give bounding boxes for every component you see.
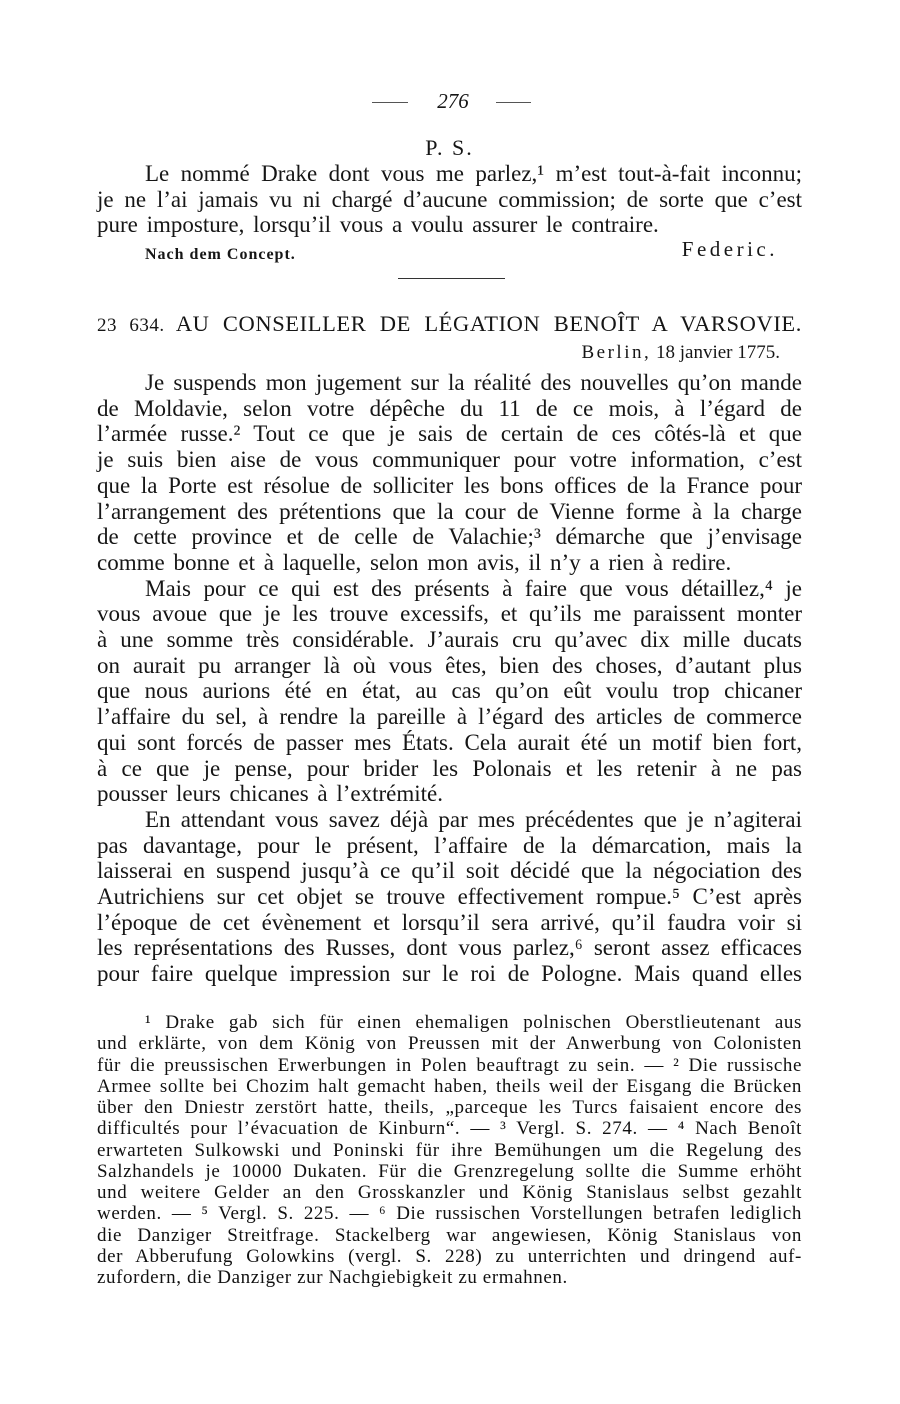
dateline	[97, 341, 780, 365]
paragraph-line: de cette province et de celle de Valachie;³ démarche que j’envisage	[97, 524, 802, 550]
paragraph-line: à ce que je pense, pour brider les Polonais et les retenir à ne pas	[97, 755, 802, 781]
footnote-line: Salzhandels je 10000 Dukaten. Für die Grenzregelung sollte die Summe erhöht	[97, 1160, 802, 1182]
dateline-place: Berlin,	[581, 342, 652, 363]
paragraph-line: à une somme très considérable. J’aurais cru qu’avec dix mille ducats	[97, 627, 802, 653]
footnote-line: ¹ Drake gab sich für einen ehemaligen polnischen Oberstlieutenant aus	[145, 1012, 802, 1033]
paragraph-line: l’arrangement des prétentions que la cour de Vienne forme à la charge	[97, 498, 802, 524]
footnote-line: die Danziger Streitfrage. Stackelberg war angewiesen, König Stanislaus von	[97, 1224, 802, 1246]
paragraph-line: les représentations des Russes, dont vous parlez,⁶ seront assez efficaces	[97, 935, 802, 961]
footnote-line: der Abberufung Golowkins (vergl. S. 228) zu unterrichten und dringend auf-	[97, 1245, 802, 1267]
footnote-line: erwarteten Sulkowski und Poninski für ihre Bemühungen um die Regelung des	[97, 1139, 802, 1161]
paragraph-line: l’époque de cet évènement et lorsqu’il sera arrivé, qu’il faudra voir si	[97, 909, 802, 935]
paragraph-line: qui sont forcés de passer mes États. Cela aurait été un motif bien fort,	[97, 729, 802, 755]
footnote-line: Armee sollte bei Chozim halt gemacht haben, theils weil der Eisgang die Brücken	[97, 1075, 802, 1097]
paragraph-line: je suis bien aise de vous communiquer pour votre information, c’est	[97, 447, 802, 473]
footnote-line: difficultés pour l’évacuation de Kinburn“. — ³ Vergl. S. 274. — ⁴ Nach Benoît	[97, 1118, 802, 1140]
postscript-line: Le nommé Drake dont vous me parlez,¹ m’est tout-à-fait inconnu;	[145, 161, 802, 186]
dateline-date: 18 janvier 1775.	[655, 342, 780, 363]
paragraph-line: de Moldavie, selon votre dépêche du 11 de ce mois, à l’égard de	[97, 395, 802, 421]
paragraph-line: Mais pour ce qui est des présents à faire que vous détaillez,⁴ je	[145, 575, 802, 601]
paragraph-line: que la Porte est résolue de solliciter les bons offices de la France pour	[97, 472, 802, 498]
postscript-line: pure imposture, lorsqu’il vous a voulu assurer le contraire.	[97, 212, 659, 237]
footnote-line: und erklärte, von dem König von Preussen mit der Anwerbung von Colonisten	[97, 1033, 802, 1055]
paragraph-line: Autrichiens sur cet objet se trouve effectivement rompue.⁵ C’est après	[97, 884, 802, 910]
postscript-title: P. S.	[425, 135, 474, 160]
paragraph-line: on aurait pu arranger là où vous êtes, bien des choses, d’autant plus	[97, 652, 802, 678]
paragraph-line: comme bonne et à laquelle, selon mon avis, il n’y a rien à redire.	[97, 549, 732, 575]
page-number: 276	[437, 89, 469, 113]
footnote-line: für die preussischen Erwerbungen in Polen beauftragt zu sein. — ² Die russische	[97, 1054, 802, 1076]
footnote-line: zufordern, die Danziger zur Nachgiebigkeit zu ermahnen.	[97, 1267, 568, 1288]
letter-number: 23 634.	[97, 315, 165, 336]
paragraph-line: vous avoue que je les trouve excessifs, et qu’ils me paraissent monter	[97, 601, 802, 627]
paragraph-line: l’affaire du sel, à rendre la pareille à l’égard des articles de commerce	[97, 704, 802, 730]
paragraph-line: laisserai en suspend jusqu’à ce qu’il soit décidé que la négociation des	[97, 858, 802, 884]
paragraph-line: que nous aurions été en état, au cas qu’on eût voulu trop chicaner	[97, 678, 802, 704]
letter-title: AU CONSEILLER DE LÉGATION BENOÎT A VARSOVIE.	[175, 311, 803, 336]
footnote-line: über den Dniestr zerstört hatte, theils, „parceque les Turcs faisaient encore des	[97, 1097, 802, 1118]
paragraph-line: pour faire quelque impression sur le roi de Pologne. Mais quand elles	[97, 961, 802, 987]
paragraph-line: Je suspends mon jugement sur la réalité des nouvelles qu’on mande	[145, 370, 802, 395]
source-note: Nach dem Concept.	[145, 246, 296, 263]
footnote-line: werden. — ⁵ Vergl. S. 225. — ⁶ Die russischen Vorstellungen betrafen lediglich	[97, 1203, 802, 1225]
paragraph-line: pousser leurs chicanes à l’extrémité.	[97, 781, 444, 807]
signature: Federic.	[681, 237, 778, 261]
letter-body	[97, 370, 802, 987]
letter-heading	[97, 311, 802, 337]
section-divider	[398, 278, 505, 279]
paragraph-line: pas davantage, pour le présent, l’affaire de la démarcation, mais la	[97, 832, 802, 858]
postscript-line: je ne l’ai jamais vu ni chargé d’aucune commission; de sorte que c’est	[97, 186, 802, 212]
header-rule-right	[496, 102, 531, 103]
paragraph-line: En attendant vous savez déjà par mes précédentes que je n’agiterai	[145, 806, 802, 832]
postscript-text	[97, 161, 802, 238]
footnote-line: und weitere Gelder an den Grosskanzler und König Stanislaus selbst gezahlt	[97, 1182, 802, 1203]
footnotes	[97, 1012, 802, 1288]
paragraph-line: l’armée russe.² Tout ce que je sais de certain de ces côtés-là et que	[97, 421, 802, 447]
